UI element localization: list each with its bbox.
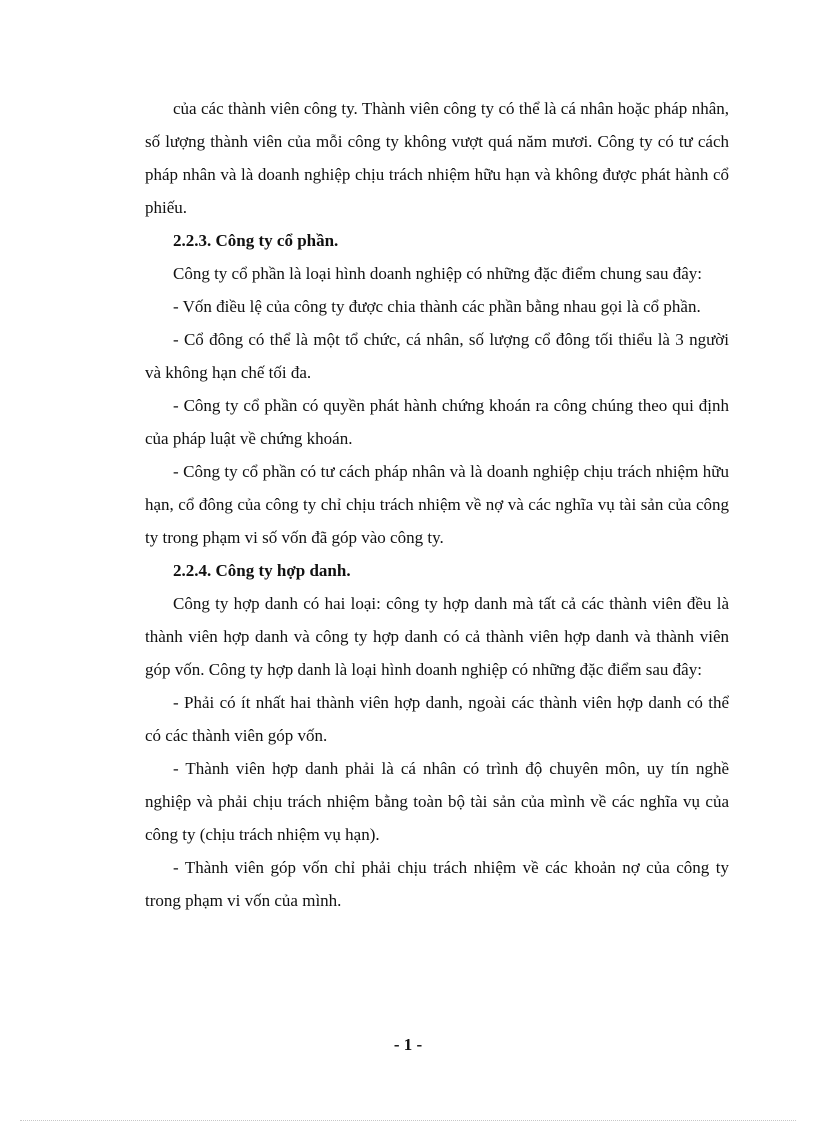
- list-item: - Thành viên góp vốn chỉ phải chịu trách nhiệm về các khoản nợ của công ty trong phạm vi vốn của mình.: [145, 858, 729, 910]
- list-item: - Thành viên hợp danh phải là cá nhân có trình độ chuyên môn, uy tín nghề nghiệp và phải chịu trách nhiệm bằng toàn bộ tài sản của mình về các nghĩa vụ của công ty (chịu trách nhiệm vụ hạn).: [145, 759, 729, 844]
- section-heading-2-2-3: 2.2.3. Công ty cổ phần.: [173, 231, 339, 250]
- page-number: - 1 -: [393, 1035, 423, 1054]
- intro-paragraph: của các thành viên công ty. Thành viên công ty có thể là cá nhân hoặc pháp nhân, số lượng thành viên của mỗi công ty không vượt quá năm mươi. Công ty có tư cách pháp nhân và là doanh nghiệp chịu trách nhiệm hữu hạn và không được phát hành cổ phiếu.: [145, 99, 729, 217]
- list-item: - Cổ đông có thể là một tổ chức, cá nhân, số lượng cổ đông tối thiểu là 3 người và không hạn chế tối đa.: [145, 330, 729, 382]
- footer-divider: [20, 1120, 796, 1121]
- list-item: - Phải có ít nhất hai thành viên hợp danh, ngoài các thành viên hợp danh có thể có các thành viên góp vốn.: [145, 693, 729, 745]
- section-2-2-3-intro: Công ty cổ phần là loại hình doanh nghiệp có những đặc điểm chung sau đây:: [173, 264, 703, 283]
- document-body: [145, 92, 729, 917]
- list-item: - Công ty cổ phần có tư cách pháp nhân và là doanh nghiệp chịu trách nhiệm hữu hạn, cổ đông của công ty chỉ chịu trách nhiệm về nợ và các nghĩa vụ tài sản của công ty trong phạm vi số vốn đã góp vào công ty.: [145, 462, 729, 547]
- list-item: - Vốn điều lệ của công ty được chia thành các phần bằng nhau gọi là cổ phần.: [173, 297, 701, 316]
- section-2-2-4-intro: Công ty hợp danh có hai loại: công ty hợp danh mà tất cả các thành viên đều là thành viên hợp danh và công ty hợp danh có cả thành viên hợp danh và thành viên góp vốn. Công ty hợp danh là loại hình doanh nghiệp có những đặc điểm sau đây:: [145, 594, 729, 679]
- section-heading-2-2-4: 2.2.4. Công ty hợp danh.: [173, 561, 351, 580]
- list-item: - Công ty cổ phần có quyền phát hành chứng khoán ra công chúng theo qui định của pháp luật về chứng khoán.: [145, 396, 729, 448]
